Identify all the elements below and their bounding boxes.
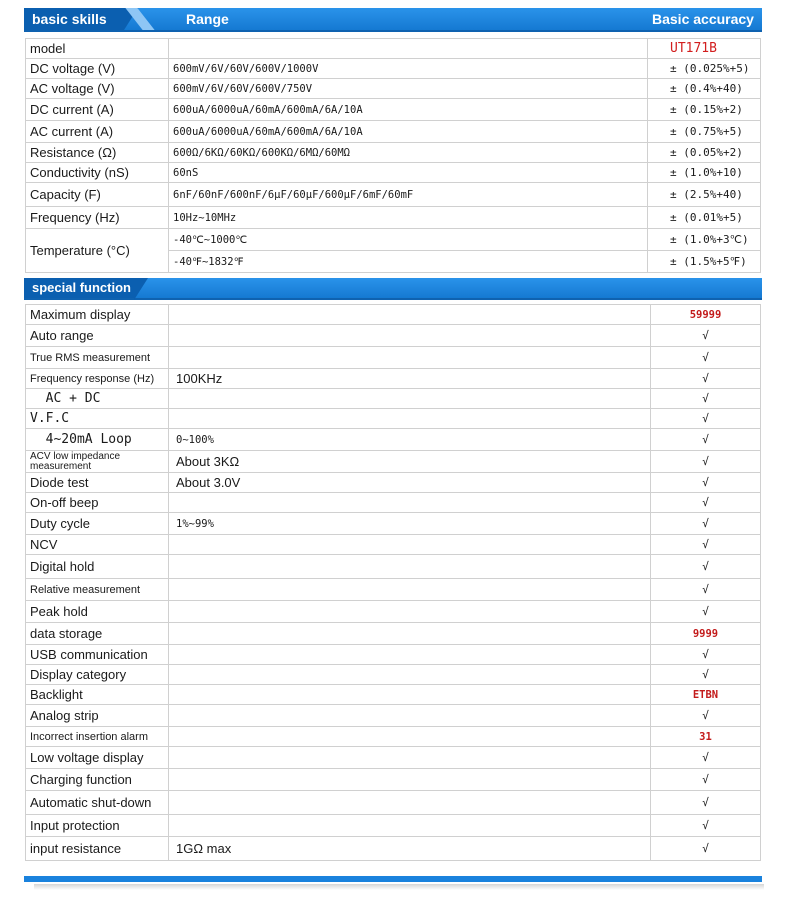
function-name: True RMS measurement xyxy=(26,347,169,369)
function-red-value: 59999 xyxy=(689,309,722,321)
function-value: 1%~99% xyxy=(169,513,651,535)
function-mark xyxy=(651,347,761,369)
spec-name: Resistance (Ω) xyxy=(26,143,169,163)
check-mark-icon: √ xyxy=(702,517,709,530)
accuracy-value: ± (0.75%+5) xyxy=(670,125,743,138)
function-name: Auto range xyxy=(26,325,169,347)
function-value xyxy=(169,347,651,369)
function-name: 4~20mA Loop xyxy=(26,429,169,451)
function-value: About 3.0V xyxy=(169,473,651,493)
function-row xyxy=(26,815,761,837)
function-value xyxy=(169,815,651,837)
function-mark xyxy=(651,429,761,451)
function-value: About 3KΩ xyxy=(169,451,651,473)
spec-row xyxy=(26,79,761,99)
function-mark xyxy=(651,579,761,601)
function-mark xyxy=(651,685,761,705)
accuracy-value: ± (0.025%+5) xyxy=(670,62,750,75)
accuracy-value: ± (1.0%+10) xyxy=(670,166,743,179)
function-value xyxy=(169,305,651,325)
function-name: ACV low impedance measurement xyxy=(26,451,169,473)
spec-range xyxy=(169,39,648,59)
accuracy-value: ± (2.5%+40) xyxy=(670,188,743,201)
spec-name: AC current (A) xyxy=(26,121,169,143)
accuracy-value: ± (0.01%+5) xyxy=(670,211,743,224)
function-row xyxy=(26,473,761,493)
function-mark xyxy=(651,769,761,791)
spec-range: 600uA/6000uA/60mA/600mA/6A/10A xyxy=(169,99,648,121)
function-row xyxy=(26,555,761,579)
function-name: Digital hold xyxy=(26,555,169,579)
temperature-name: Temperature (°C) xyxy=(26,229,169,273)
spec-row xyxy=(26,121,761,143)
spec-range: 60nS xyxy=(169,163,648,183)
function-mark xyxy=(651,815,761,837)
function-row xyxy=(26,665,761,685)
function-mark xyxy=(651,305,761,325)
check-mark-icon: √ xyxy=(702,412,709,425)
function-mark xyxy=(651,513,761,535)
function-value xyxy=(169,665,651,685)
function-value xyxy=(169,389,651,409)
function-value xyxy=(169,769,651,791)
accuracy-value: ± (0.15%+2) xyxy=(670,103,743,116)
spec-accuracy xyxy=(648,143,761,163)
function-mark xyxy=(651,451,761,473)
function-red-value: 9999 xyxy=(692,628,719,640)
function-row xyxy=(26,305,761,325)
function-mark xyxy=(651,665,761,685)
function-value xyxy=(169,493,651,513)
check-mark-icon: √ xyxy=(702,496,709,509)
function-value xyxy=(169,727,651,747)
accuracy-column-header: Basic accuracy xyxy=(652,11,754,27)
function-name: Input protection xyxy=(26,815,169,837)
function-row xyxy=(26,451,761,473)
function-row xyxy=(26,769,761,791)
function-mark xyxy=(651,409,761,429)
function-row xyxy=(26,409,761,429)
check-mark-icon: √ xyxy=(702,583,709,596)
function-value: 1GΩ max xyxy=(169,837,651,861)
spec-row xyxy=(26,99,761,121)
function-mark xyxy=(651,369,761,389)
spec-range: 6nF/60nF/600nF/6μF/60μF/600μF/6mF/60mF xyxy=(169,183,648,207)
bottom-bar xyxy=(24,876,762,882)
function-name: Backlight xyxy=(26,685,169,705)
function-red-value: 31 xyxy=(699,731,712,743)
function-row xyxy=(26,369,761,389)
spec-name: Frequency (Hz) xyxy=(26,207,169,229)
function-row xyxy=(26,325,761,347)
function-name: USB communication xyxy=(26,645,169,665)
function-mark xyxy=(651,645,761,665)
check-mark-icon: √ xyxy=(702,668,709,681)
spec-row xyxy=(26,143,761,163)
function-mark xyxy=(651,555,761,579)
function-mark xyxy=(651,601,761,623)
function-row xyxy=(26,493,761,513)
spec-row xyxy=(26,39,761,59)
basic-skills-table xyxy=(25,38,761,273)
function-mark xyxy=(651,837,761,861)
function-row xyxy=(26,747,761,769)
function-name: Automatic shut-down xyxy=(26,791,169,815)
spec-range: 10Hz~10MHz xyxy=(169,207,648,229)
function-name: Display category xyxy=(26,665,169,685)
check-mark-icon: √ xyxy=(702,455,709,468)
function-mark xyxy=(651,623,761,645)
function-name: V.F.C xyxy=(26,409,169,429)
function-row xyxy=(26,513,761,535)
spec-accuracy xyxy=(648,121,761,143)
function-row xyxy=(26,535,761,555)
spec-name: AC voltage (V) xyxy=(26,79,169,99)
spec-name: Conductivity (nS) xyxy=(26,163,169,183)
temperature-range: -40℉~1832℉ xyxy=(169,251,648,273)
spec-sheet xyxy=(24,8,764,884)
special-function-table xyxy=(25,304,761,861)
check-mark-icon: √ xyxy=(702,560,709,573)
spec-name: DC voltage (V) xyxy=(26,59,169,79)
check-mark-icon: √ xyxy=(702,751,709,764)
check-mark-icon: √ xyxy=(702,372,709,385)
spec-accuracy xyxy=(648,39,761,59)
function-value: 0~100% xyxy=(169,429,651,451)
spec-accuracy xyxy=(648,99,761,121)
temperature-accuracy: ± (1.5%+5℉) xyxy=(648,251,761,273)
function-name: Duty cycle xyxy=(26,513,169,535)
spec-range: 600Ω/6KΩ/60KΩ/600KΩ/6MΩ/60MΩ xyxy=(169,143,648,163)
spec-row xyxy=(26,207,761,229)
spec-accuracy xyxy=(648,163,761,183)
function-row xyxy=(26,579,761,601)
spec-name: Capacity (F) xyxy=(26,183,169,207)
range-column-header: Range xyxy=(186,11,229,27)
function-value xyxy=(169,325,651,347)
special-function-tag: special function xyxy=(24,278,134,298)
function-row xyxy=(26,791,761,815)
spec-range: 600mV/6V/60V/600V/1000V xyxy=(169,59,648,79)
function-value xyxy=(169,791,651,815)
function-name: Diode test xyxy=(26,473,169,493)
spec-name: model xyxy=(26,39,169,59)
function-row xyxy=(26,429,761,451)
function-row xyxy=(26,685,761,705)
temperature-range: -40℃~1000℃ xyxy=(169,229,648,251)
basic-skills-header xyxy=(24,8,762,32)
function-row xyxy=(26,727,761,747)
function-name: NCV xyxy=(26,535,169,555)
check-mark-icon: √ xyxy=(702,709,709,722)
spec-row xyxy=(26,163,761,183)
temperature-row xyxy=(26,229,761,251)
function-name: Analog strip xyxy=(26,705,169,727)
function-value xyxy=(169,705,651,727)
function-mark xyxy=(651,473,761,493)
function-value xyxy=(169,409,651,429)
spec-accuracy xyxy=(648,59,761,79)
spec-accuracy xyxy=(648,183,761,207)
check-mark-icon: √ xyxy=(702,433,709,446)
check-mark-icon: √ xyxy=(702,605,709,618)
function-value xyxy=(169,747,651,769)
function-value xyxy=(169,579,651,601)
function-row xyxy=(26,601,761,623)
function-row xyxy=(26,347,761,369)
accuracy-value: ± (0.4%+40) xyxy=(670,82,743,95)
check-mark-icon: √ xyxy=(702,842,709,855)
function-mark xyxy=(651,727,761,747)
function-name: Frequency response (Hz) xyxy=(26,369,169,389)
function-value: 100KHz xyxy=(169,369,651,389)
bottom-shadow xyxy=(34,884,764,890)
spec-name: DC current (A) xyxy=(26,99,169,121)
function-row xyxy=(26,837,761,861)
function-value xyxy=(169,555,651,579)
function-mark xyxy=(651,705,761,727)
check-mark-icon: √ xyxy=(702,476,709,489)
function-row xyxy=(26,705,761,727)
special-function-header xyxy=(24,278,762,300)
function-name: data storage xyxy=(26,623,169,645)
accuracy-value: ± (0.05%+2) xyxy=(670,146,743,159)
check-mark-icon: √ xyxy=(702,648,709,661)
function-value xyxy=(169,623,651,645)
function-value xyxy=(169,685,651,705)
function-name: Low voltage display xyxy=(26,747,169,769)
model-value: UT171B xyxy=(670,41,717,56)
function-name: AC + DC xyxy=(26,389,169,409)
function-name: input resistance xyxy=(26,837,169,861)
function-mark xyxy=(651,747,761,769)
spec-range: 600uA/6000uA/60mA/600mA/6A/10A xyxy=(169,121,648,143)
function-value xyxy=(169,645,651,665)
function-mark xyxy=(651,389,761,409)
function-mark xyxy=(651,535,761,555)
function-mark xyxy=(651,325,761,347)
spec-accuracy xyxy=(648,207,761,229)
check-mark-icon: √ xyxy=(702,351,709,364)
spec-row xyxy=(26,183,761,207)
function-name: Maximum display xyxy=(26,305,169,325)
spec-row xyxy=(26,59,761,79)
spec-accuracy xyxy=(648,79,761,99)
basic-skills-tag: basic skills xyxy=(24,8,124,30)
function-mark xyxy=(651,791,761,815)
function-row xyxy=(26,623,761,645)
check-mark-icon: √ xyxy=(702,819,709,832)
check-mark-icon: √ xyxy=(702,329,709,342)
function-name: Charging function xyxy=(26,769,169,791)
function-row xyxy=(26,645,761,665)
check-mark-icon: √ xyxy=(702,773,709,786)
function-name: Peak hold xyxy=(26,601,169,623)
function-red-value: ETBN xyxy=(692,689,719,701)
function-value xyxy=(169,535,651,555)
check-mark-icon: √ xyxy=(702,392,709,405)
function-value xyxy=(169,601,651,623)
function-name: On-off beep xyxy=(26,493,169,513)
temperature-accuracy: ± (1.0%+3℃) xyxy=(648,229,761,251)
check-mark-icon: √ xyxy=(702,796,709,809)
check-mark-icon: √ xyxy=(702,538,709,551)
function-mark xyxy=(651,493,761,513)
function-name: Incorrect insertion alarm xyxy=(26,727,169,747)
spec-range: 600mV/6V/60V/600V/750V xyxy=(169,79,648,99)
function-name: Relative measurement xyxy=(26,579,169,601)
function-row xyxy=(26,389,761,409)
